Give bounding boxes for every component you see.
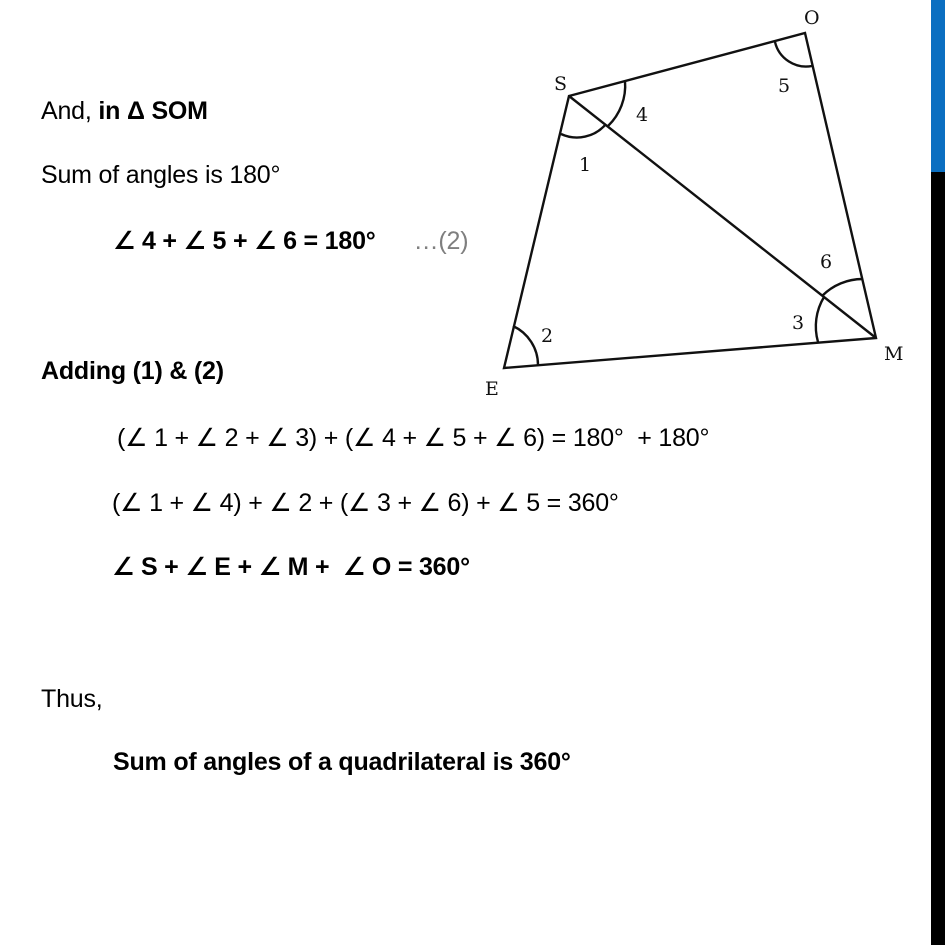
and-prefix: And,: [41, 97, 99, 125]
vertex-label-s: S: [554, 73, 568, 95]
angle-label-6: 6: [820, 251, 833, 273]
angle-2-arc: [513, 326, 538, 365]
angle-5-arc: [775, 42, 812, 67]
step-2-equation: (∠ 1 + ∠ 4) + ∠ 2 + (∠ 3 + ∠ 6) + ∠ 5 = 360°: [112, 489, 619, 517]
angle-4-arc: [608, 81, 625, 126]
step-1-equation: (∠ 1 + ∠ 2 + ∠ 3) + (∠ 4 + ∠ 5 + ∠ 6) = 180° + 180°: [117, 424, 710, 452]
adding-heading: Adding (1) & (2): [41, 357, 224, 385]
triangle-som-label: in Δ SOM: [98, 97, 208, 125]
angle-label-3: 3: [792, 312, 805, 334]
step-3-equation: ∠ S + ∠ E + ∠ M + ∠ O = 360°: [112, 553, 470, 581]
angle-label-4: 4: [636, 104, 649, 126]
angle-label-5: 5: [778, 75, 791, 97]
angle-1-arc: [561, 124, 606, 138]
diagonal-sm: [569, 96, 876, 338]
vertex-label-m: M: [884, 343, 904, 365]
thus-label: Thus,: [41, 685, 103, 713]
equation-2-ref: …(2): [413, 227, 469, 255]
angle-label-1: 1: [579, 154, 592, 176]
vertex-label-e: E: [485, 378, 499, 400]
sum-of-angles-180-line: Sum of angles is 180°: [41, 161, 281, 189]
equation-2: ∠ 4 + ∠ 5 + ∠ 6 = 180°: [113, 227, 376, 255]
angle-label-2: 2: [541, 325, 554, 347]
angle-3-arc: [816, 297, 824, 342]
conclusion-statement: Sum of angles of a quadrilateral is 360°: [113, 748, 571, 776]
vertex-label-o: O: [804, 7, 820, 29]
angle-6-arc: [822, 279, 863, 296]
